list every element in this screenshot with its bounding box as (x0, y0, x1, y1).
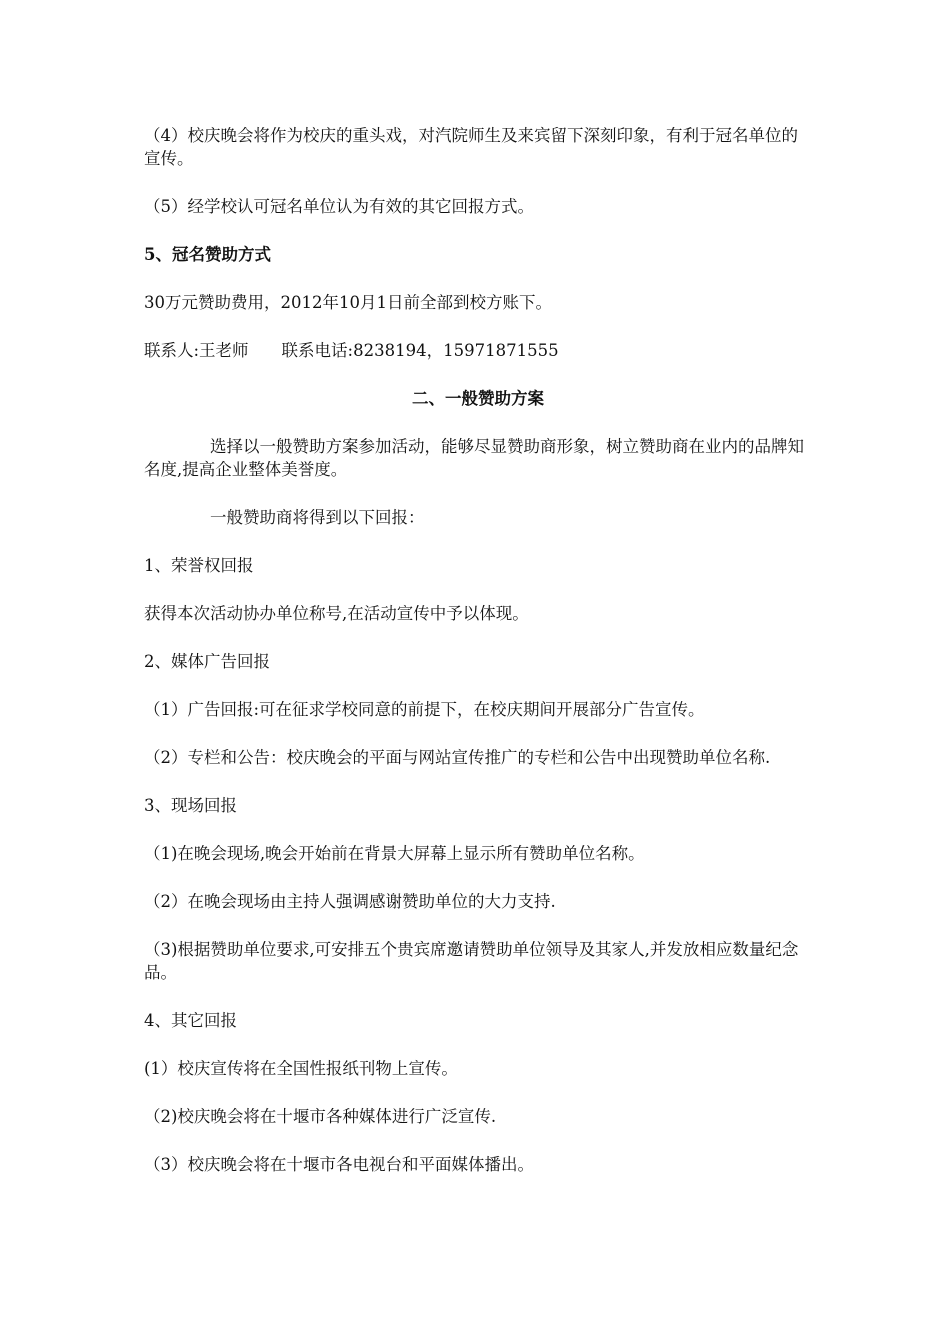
paragraph-return-4: （4）校庆晚会将作为校庆的重头戏，对汽院师生及来宾留下深刻印象，有利于冠名单位的宣传。 (144, 126, 798, 168)
paragraph-other-return-3: （3）校庆晚会将在十堰市各电视台和平面媒体播出。 (144, 1155, 534, 1174)
heading-onsite-return: 3、现场回报 (144, 796, 237, 815)
section-title-general-sponsorship: 二、一般赞助方案 (412, 389, 544, 408)
paragraph-onsite-return-2: （2）在晚会现场由主持人强调感谢赞助单位的大力支持. (144, 892, 556, 911)
paragraph-onsite-return-3: （3)根据赞助单位要求,可安排五个贵宾席邀请赞助单位领导及其家人,并发放相应数量纪念品。 (144, 940, 799, 982)
paragraph-media-return-2: （2）专栏和公告：校庆晚会的平面与网站宣传推广的专栏和公告中出现赞助单位名称. (144, 748, 771, 767)
paragraph-media-return-1: （1）广告回报:可在征求学校同意的前提下，在校庆期间开展部分广告宣传。 (144, 700, 705, 719)
paragraph-sponsorship-fee: 30万元赞助费用，2012年10月1日前全部到校方账下。 (144, 293, 552, 312)
paragraph-general-returns-intro: 一般赞助商将得到以下回报： (210, 508, 425, 527)
heading-sponsorship-method: 5、冠名赞助方式 (144, 245, 271, 264)
paragraph-onsite-return-1: （1)在晚会现场,晚会开始前在背景大屏幕上显示所有赞助单位名称。 (144, 844, 645, 863)
paragraph-contact: 联系人:王老师 联系电话:8238194，15971871555 (144, 341, 559, 360)
document-page (144, 124, 812, 1201)
heading-honor-return: 1、荣誉权回报 (144, 556, 254, 575)
heading-media-return: 2、媒体广告回报 (144, 652, 270, 671)
paragraph-return-5: （5）经学校认可冠名单位认为有效的其它回报方式。 (144, 197, 534, 216)
paragraph-other-return-1: (1）校庆宣传将在全国性报纸刊物上宣传。 (144, 1059, 458, 1078)
paragraph-honor-return: 获得本次活动协办单位称号,在活动宣传中予以体现。 (144, 604, 529, 623)
heading-other-return: 4、其它回报 (144, 1011, 237, 1030)
paragraph-other-return-2: （2)校庆晚会将在十堰市各种媒体进行广泛宣传. (144, 1107, 497, 1126)
paragraph-general-intro: 选择以一般赞助方案参加活动，能够尽显赞助商形象，树立赞助商在业内的品牌知名度,提高企业整体美誉度。 (144, 437, 804, 479)
